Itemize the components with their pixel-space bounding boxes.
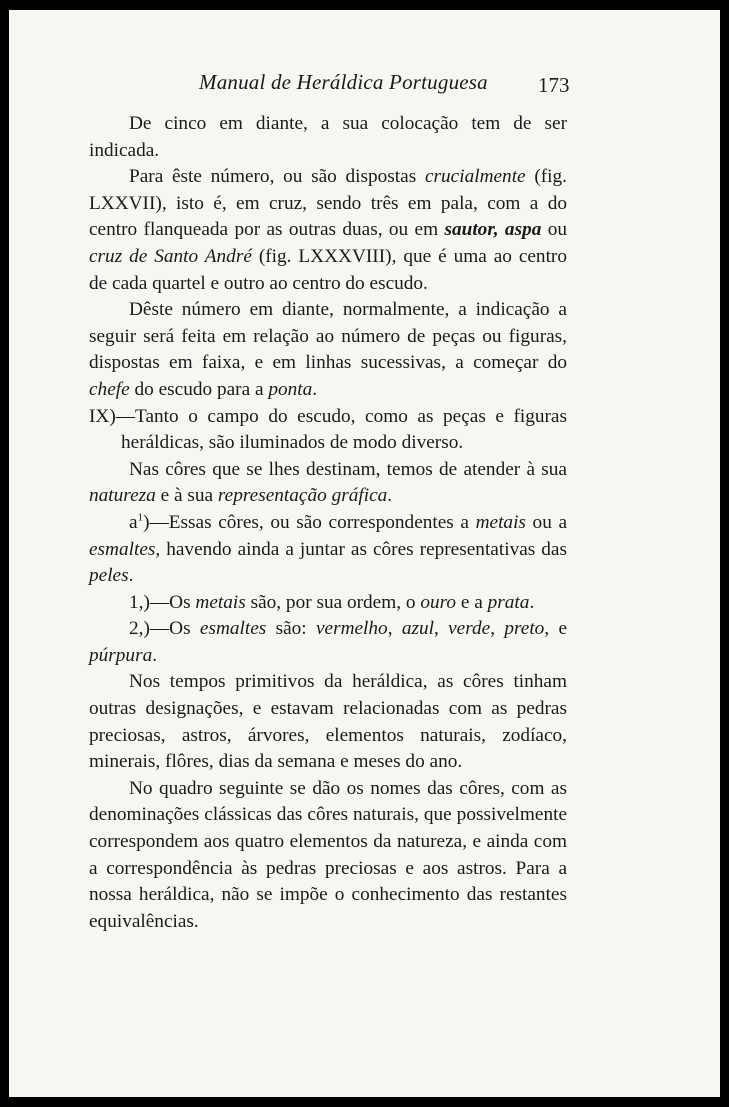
paragraph-6: $a^1)—Essas$ côres, ou são correspondentes a metais ou a esmaltes, havendo ainda a juntar as côres representativas das peles. — [89, 511, 567, 587]
page-number: 173 — [538, 73, 570, 97]
page-header — [9, 70, 720, 100]
body-text — [89, 111, 567, 935]
paragraph-3: Dêste número em diante, normalmente, a indicação a seguir será feita em relação ao número de peças ou figuras, dispostas em faixa, e em linhas sucessivas, a começar do chefe do escudo para a ponta. — [89, 299, 567, 400]
running-title: Manual de Heráldica Portuguesa — [199, 70, 488, 94]
paragraph-9: Nos tempos primitivos da heráldica, as côres tinham outras designações, e estavam relacionadas com as pedras preciosas, astros, árvores, elementos naturais, zodíaco, minerais, flôres, dias da semana e meses do ano. — [89, 671, 567, 773]
paragraph-7: 1,)—Os metais são, por sua ordem, o ouro e a prata. — [129, 591, 535, 613]
paragraph-8: 2,)—Os esmaltes são: vermelho, azul, verde, preto, e púrpura. — [89, 618, 568, 666]
paragraph-2: Para êste número, ou são dispostas crucialmente (fig. LXXVII), isto é, em cruz, sendo três em pala, com a do centro flanqueada por as outras duas, ou em sautor, aspa ou cruz de Santo André (fig. LXXXVIII), que é uma ao centro de cada quartel e outro ao centro do escudo. — [89, 166, 567, 294]
paragraph-1: De cinco em diante, a sua colocação tem de ser indicada. — [89, 113, 567, 161]
paragraph-10: No quadro seguinte se dão os nomes das côres, com as denominações clássicas das côres naturais, que possivelmente correspondem aos quatro elementos da natureza, e ainda com a correspondência às pedras preciosas e aos astros. Para a nossa heráldica, não se impõe o conhecimento das restantes equivalências. — [89, 777, 567, 932]
paragraph-5: Nas côres que se lhes destinam, temos de atender à sua natureza e à sua representação gráfica. — [89, 458, 567, 507]
paragraph-4: IX)—Tanto o campo do escudo, como as peças e figuras heráldicas, são iluminados de modo diverso. — [89, 405, 567, 454]
book-page — [9, 10, 720, 1097]
